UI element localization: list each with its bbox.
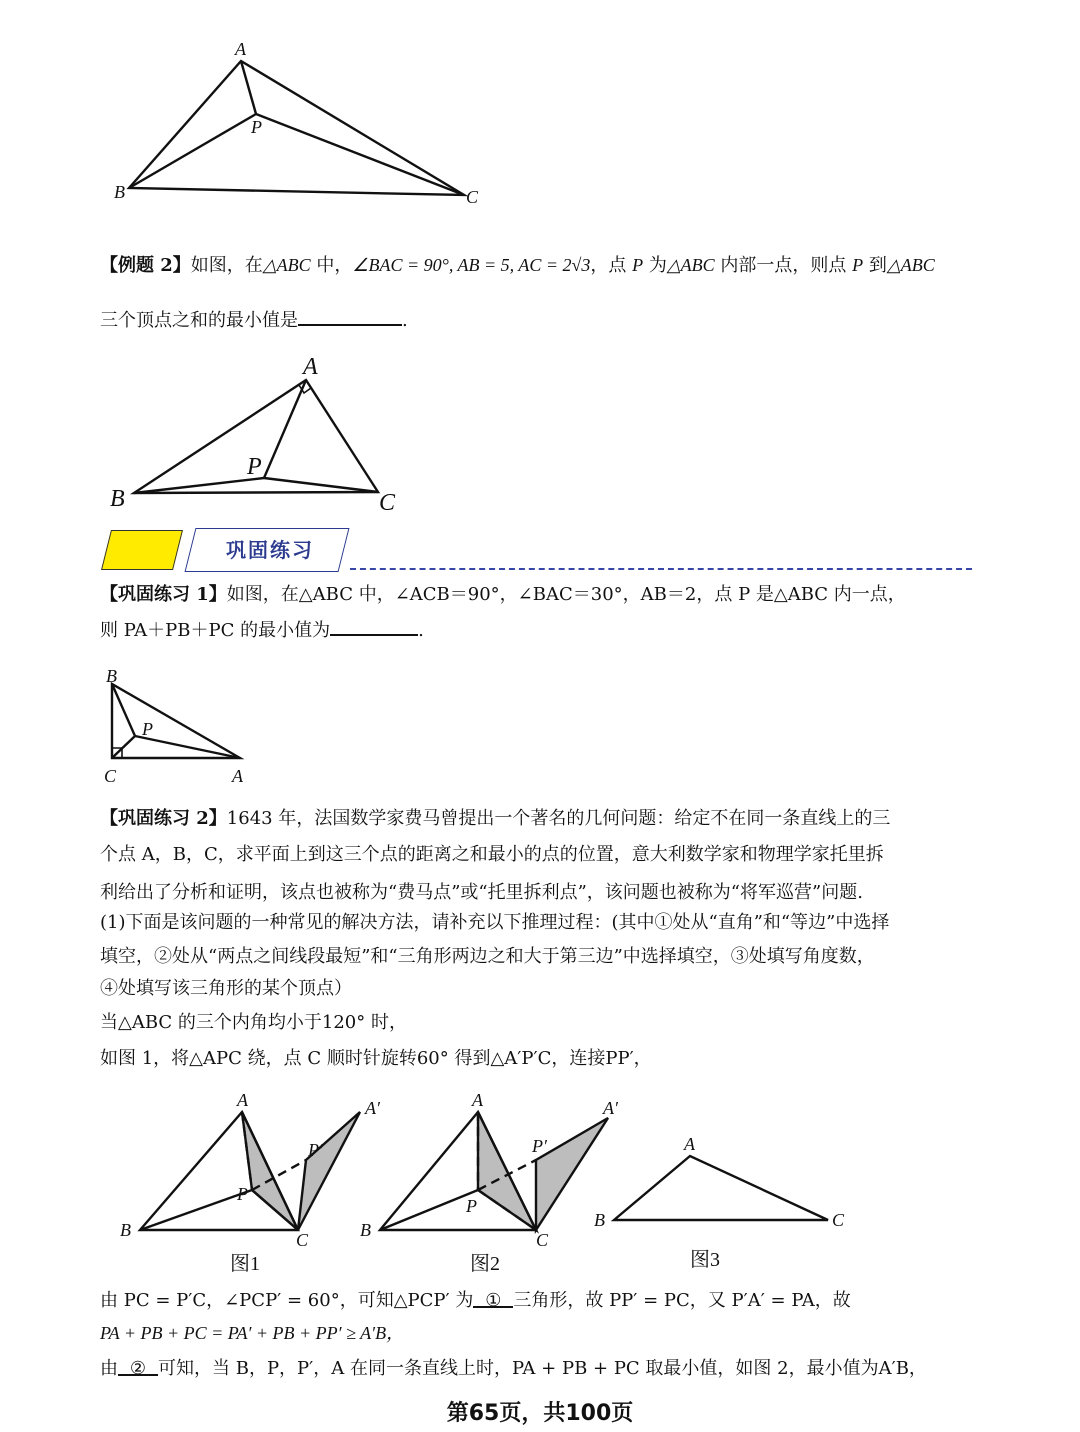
caption-fig2: 图2 [470, 1253, 500, 1275]
figure-top-triangle [100, 40, 500, 210]
math-condition: ∠BAC = 90°, AB = 5, AC = 2√3 [352, 255, 591, 275]
label-C: C [466, 187, 479, 207]
practice2-line5: 填空，②处从“两点之间线段最短”和“三角形两边之和大于第三边”中选择填空，③处填写角度数， [100, 946, 875, 967]
reasoning-line2: PA + PB + PC = PA′ + PB + PP′ ≥ A′B， [100, 1323, 405, 1343]
label-A: A [684, 1134, 695, 1154]
reasoning-line1 [100, 1288, 851, 1314]
label-P: P [142, 719, 153, 739]
text: 可知，当 B，P，P′，A 在同一条直线上时，PA + PB + PC 取最小值，如图 2，最小值为A′B， [158, 1358, 927, 1379]
section-divider [350, 568, 972, 570]
label-C: C [104, 766, 117, 786]
math: △ABC [262, 255, 311, 275]
label-B: B [360, 1220, 371, 1240]
text: 为 [643, 255, 667, 276]
text: 由 [100, 1358, 118, 1379]
math: P [632, 255, 644, 275]
text: 三个顶点之和的最小值是 [100, 310, 298, 331]
practice2-line7: 当△ABC 的三个内角均小于120° 时， [100, 1012, 407, 1033]
example2-tag: 【例题 2】 [100, 255, 191, 276]
text: 到 [863, 255, 887, 276]
caption-fig1: 图1 [230, 1253, 260, 1275]
figure-example2 [100, 350, 420, 520]
text: . [402, 310, 408, 331]
practice2-line2: 个点 A，B，C，求平面上到这三个点的距离之和最小的点的位置，意大利数学家和物理学家托里拆 [100, 844, 884, 865]
text: . [418, 620, 424, 641]
label-A: A [303, 354, 318, 380]
label-P: P [466, 1196, 477, 1216]
section-marker [101, 530, 183, 570]
text: 1643 年，法国数学家费马曾提出一个著名的几何问题：给定不在同一条直线上的三 [226, 808, 891, 829]
practice2-line3: 利给出了分析和证明，该点也被称为“费马点”或“托里拆利点”，该问题也被称为“将军巡营”问题. [100, 882, 863, 903]
text: 如图，在 [190, 255, 263, 276]
practice2-line8: 如图 1，将△APC 绕，点 C 顺时针旋转60° 得到△A′P′C，连接PP′， [100, 1048, 652, 1069]
example2-line1 [100, 252, 935, 279]
label-B: B [110, 486, 125, 512]
label-P: P [237, 1184, 248, 1204]
practice2-tag: 【巩固练习 2】 [100, 808, 227, 829]
practice1-line2 [100, 616, 424, 644]
label-A-prime: A′ [603, 1098, 618, 1118]
label-B: B [594, 1210, 605, 1230]
text: 三角形，故 PP′ = PC，又 P′A′ = PA，故 [513, 1290, 851, 1311]
figure-3 [594, 1134, 845, 1271]
math: P [852, 255, 864, 275]
answer-blank[interactable] [330, 616, 418, 636]
practice1-tag: 【巩固练习 1】 [100, 584, 227, 605]
text: 内部一点，则点 [714, 255, 853, 276]
label-A: A [237, 1090, 248, 1110]
label-P: P [251, 117, 262, 137]
label-B: B [114, 182, 125, 202]
figure-2 [360, 1090, 619, 1275]
label-C: C [296, 1230, 309, 1250]
math: △ABC [886, 255, 935, 275]
practice2-line4: (1)下面是该问题的一种常见的解决方法，请补充以下推理过程：(其中①处从“直角”和“等边”中选择 [100, 912, 890, 933]
label-A: A [472, 1090, 483, 1110]
text: 则 PA＋PB＋PC 的最小值为 [100, 620, 331, 641]
practice1-line1 [100, 582, 906, 608]
blank-2[interactable]: ② [118, 1356, 158, 1376]
section-title: 巩固练习 [226, 538, 314, 562]
label-B: B [120, 1220, 131, 1240]
reasoning-line3 [100, 1356, 927, 1382]
answer-blank[interactable] [298, 306, 402, 326]
label-A: A [232, 766, 243, 786]
label-A: A [235, 39, 246, 59]
practice2-line6: ④处填写该三角形的某个顶点） [100, 978, 352, 999]
label-P: P [247, 454, 262, 480]
practice2-line1 [100, 806, 890, 832]
blank-1[interactable]: ① [473, 1288, 513, 1308]
label-B: B [106, 666, 117, 686]
text: 如图，在△ABC 中，∠ACB＝90°，∠BAC＝30°，AB＝2，点 P 是△ABC 内一点， [226, 584, 906, 605]
math: △ABC [666, 255, 715, 275]
text: 由 PC = P′C，∠PCP′ = 60°，可知△PCP′ 为 [100, 1290, 474, 1311]
label-P-prime: P′ [532, 1136, 547, 1156]
label-A-prime: A′ [365, 1098, 380, 1118]
label-P-prime: P′ [308, 1140, 323, 1160]
label-C: C [832, 1210, 845, 1230]
label-C: C [379, 490, 396, 516]
figure-1 [120, 1090, 381, 1275]
caption-fig3: 图3 [690, 1249, 720, 1271]
text: 中， [310, 255, 353, 276]
figures-rotation [100, 1090, 880, 1280]
text: ，点 [590, 255, 633, 276]
example2-line2 [100, 306, 408, 334]
page-footer: 第65页，共100页 [446, 1401, 634, 1426]
figure-practice1 [100, 664, 270, 794]
label-C: C [536, 1230, 549, 1250]
